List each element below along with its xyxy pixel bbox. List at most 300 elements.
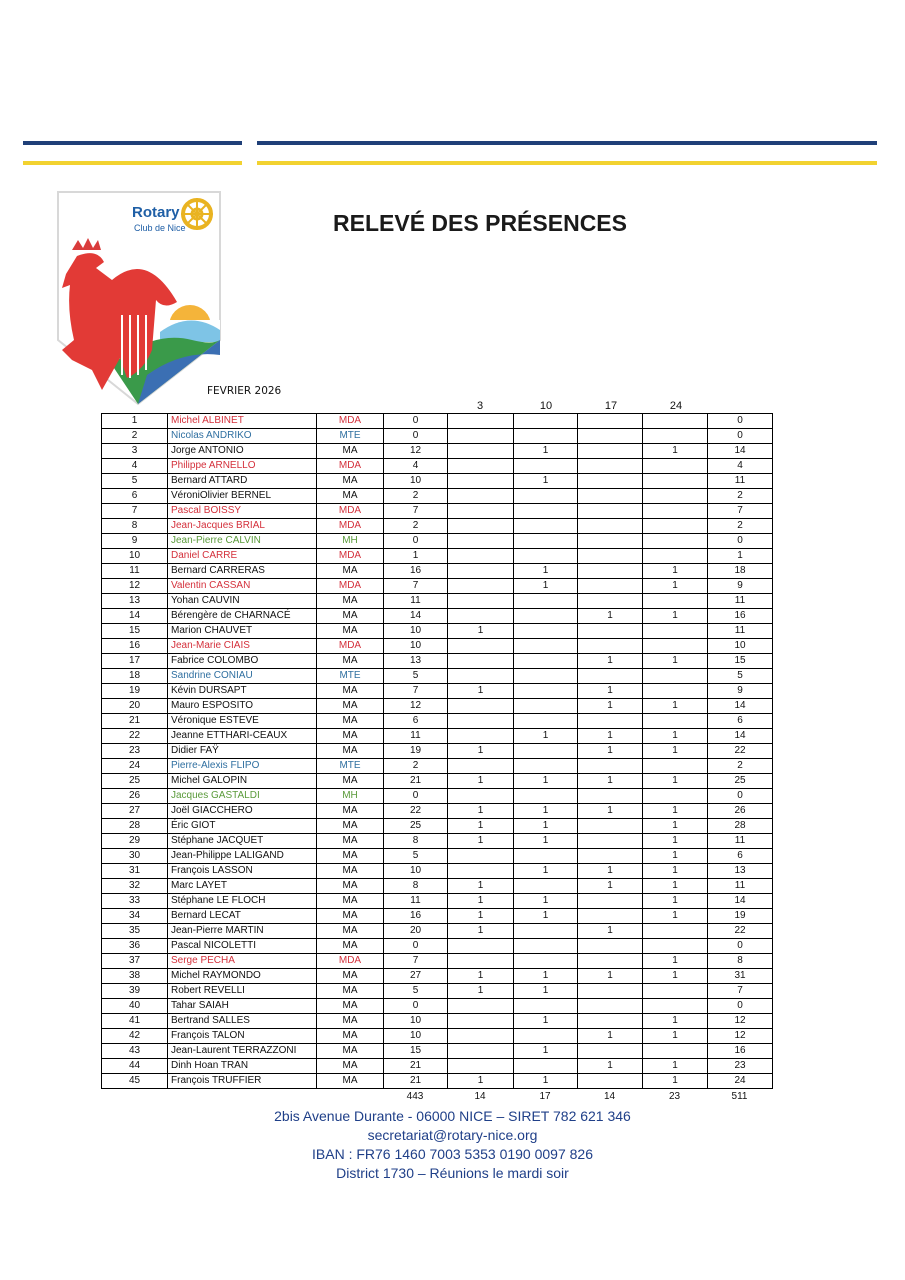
attendance-date-1 (448, 699, 514, 714)
member-category: MA (317, 684, 384, 699)
attendance-date-3 (578, 489, 643, 504)
attendance-date-1 (448, 609, 514, 624)
attendance-previous: 10 (384, 1029, 448, 1044)
attendance-date-2: 1 (514, 819, 578, 834)
total-date-3: 14 (603, 1091, 616, 1102)
attendance-previous: 22 (384, 804, 448, 819)
attendance-previous: 0 (384, 939, 448, 954)
attendance-previous: 14 (384, 609, 448, 624)
attendance-date-3 (578, 1074, 643, 1089)
attendance-previous: 27 (384, 969, 448, 984)
member-number: 27 (102, 804, 168, 819)
table-row (102, 849, 773, 864)
member-category: MA (317, 1014, 384, 1029)
table-row (102, 429, 773, 444)
attendance-date-3: 1 (578, 1029, 643, 1044)
attendance-date-2 (514, 504, 578, 519)
member-name: Serge PECHA (168, 954, 317, 969)
attendance-previous: 20 (384, 924, 448, 939)
table-row (102, 954, 773, 969)
member-name: Jean-Laurent TERRAZZONI (168, 1044, 317, 1059)
attendance-date-4: 1 (643, 444, 708, 459)
date-header-2: 10 (539, 400, 553, 412)
attendance-date-3 (578, 624, 643, 639)
member-category: MA (317, 924, 384, 939)
attendance-date-3 (578, 429, 643, 444)
attendance-date-1 (448, 564, 514, 579)
attendance-total: 16 (708, 609, 773, 624)
member-category: MDA (317, 504, 384, 519)
attendance-date-1 (448, 504, 514, 519)
attendance-date-2: 1 (514, 804, 578, 819)
attendance-total: 4 (708, 459, 773, 474)
attendance-date-2: 1 (514, 1014, 578, 1029)
member-category: MDA (317, 954, 384, 969)
member-number: 39 (102, 984, 168, 999)
attendance-date-1 (448, 954, 514, 969)
member-name: Marion CHAUVET (168, 624, 317, 639)
attendance-date-2: 1 (514, 909, 578, 924)
member-number: 25 (102, 774, 168, 789)
member-name: Bérengère de CHARNACÉ (168, 609, 317, 624)
attendance-date-2 (514, 939, 578, 954)
attendance-date-2 (514, 549, 578, 564)
member-name: Pierre-Alexis FLIPO (168, 759, 317, 774)
attendance-previous: 12 (384, 699, 448, 714)
attendance-date-3: 1 (578, 774, 643, 789)
attendance-previous: 21 (384, 1059, 448, 1074)
member-name: Michel ALBINET (168, 414, 317, 429)
attendance-date-1 (448, 1014, 514, 1029)
member-category: MH (317, 789, 384, 804)
attendance-date-3 (578, 1044, 643, 1059)
member-category: MA (317, 879, 384, 894)
attendance-date-2: 1 (514, 729, 578, 744)
member-number: 15 (102, 624, 168, 639)
attendance-date-2 (514, 954, 578, 969)
attendance-date-1 (448, 729, 514, 744)
attendance-date-2: 1 (514, 444, 578, 459)
member-number: 33 (102, 894, 168, 909)
attendance-date-2: 1 (514, 834, 578, 849)
attendance-date-1: 1 (448, 879, 514, 894)
table-row (102, 669, 773, 684)
attendance-date-4 (643, 414, 708, 429)
member-category: MA (317, 969, 384, 984)
table-row (102, 714, 773, 729)
member-number: 4 (102, 459, 168, 474)
member-category: MA (317, 774, 384, 789)
table-row (102, 414, 773, 429)
attendance-date-2: 1 (514, 1044, 578, 1059)
attendance-date-2 (514, 849, 578, 864)
attendance-date-4: 1 (643, 609, 708, 624)
attendance-total: 15 (708, 654, 773, 669)
attendance-date-1: 1 (448, 909, 514, 924)
attendance-date-2 (514, 714, 578, 729)
member-category: MA (317, 729, 384, 744)
member-name: Valentin CASSAN (168, 579, 317, 594)
attendance-date-4 (643, 669, 708, 684)
attendance-date-2 (514, 879, 578, 894)
attendance-date-4: 1 (643, 774, 708, 789)
member-name: Éric GIOT (168, 819, 317, 834)
attendance-previous: 5 (384, 984, 448, 999)
attendance-date-4: 1 (643, 699, 708, 714)
attendance-date-4: 1 (643, 564, 708, 579)
attendance-date-4 (643, 924, 708, 939)
attendance-date-2: 1 (514, 564, 578, 579)
table-row (102, 744, 773, 759)
attendance-date-4: 1 (643, 1074, 708, 1089)
attendance-date-3: 1 (578, 804, 643, 819)
table-row (102, 699, 773, 714)
member-category: MA (317, 984, 384, 999)
attendance-date-2 (514, 624, 578, 639)
table-row (102, 594, 773, 609)
table-row (102, 1044, 773, 1059)
attendance-total: 14 (708, 729, 773, 744)
table-row (102, 999, 773, 1014)
attendance-previous: 25 (384, 819, 448, 834)
member-name: Jean-Marie CIAIS (168, 639, 317, 654)
member-category: MA (317, 654, 384, 669)
member-number: 3 (102, 444, 168, 459)
attendance-date-3 (578, 939, 643, 954)
attendance-total: 14 (708, 699, 773, 714)
date-header-4: 24 (669, 400, 683, 412)
attendance-date-1: 1 (448, 894, 514, 909)
attendance-date-4: 1 (643, 849, 708, 864)
attendance-date-4 (643, 984, 708, 999)
member-name: Pascal BOISSY (168, 504, 317, 519)
member-number: 31 (102, 864, 168, 879)
attendance-total: 22 (708, 744, 773, 759)
attendance-total: 11 (708, 624, 773, 639)
table-row (102, 969, 773, 984)
attendance-date-1 (448, 759, 514, 774)
attendance-previous: 12 (384, 444, 448, 459)
attendance-previous: 7 (384, 504, 448, 519)
attendance-date-4 (643, 999, 708, 1014)
table-row (102, 579, 773, 594)
attendance-date-2: 1 (514, 969, 578, 984)
member-name: Joël GIACCHERO (168, 804, 317, 819)
attendance-previous: 21 (384, 774, 448, 789)
attendance-date-4: 1 (643, 819, 708, 834)
attendance-date-4: 1 (643, 1014, 708, 1029)
member-name: Jean-Pierre CALVIN (168, 534, 317, 549)
attendance-previous: 11 (384, 594, 448, 609)
attendance-date-4: 1 (643, 909, 708, 924)
attendance-date-3 (578, 414, 643, 429)
member-number: 29 (102, 834, 168, 849)
member-name: VéroniOlivier BERNEL (168, 489, 317, 504)
attendance-date-3 (578, 564, 643, 579)
attendance-date-4: 1 (643, 834, 708, 849)
member-name: Jeanne ETTHARI-CEAUX (168, 729, 317, 744)
member-category: MA (317, 909, 384, 924)
attendance-total: 1 (708, 549, 773, 564)
attendance-date-3 (578, 519, 643, 534)
footer-address: 2bis Avenue Durante - 06000 NICE – SIRET 782 621 346 (274, 1108, 631, 1124)
attendance-date-1 (448, 999, 514, 1014)
member-category: MA (317, 624, 384, 639)
attendance-previous: 0 (384, 534, 448, 549)
attendance-date-2 (514, 519, 578, 534)
month-label: FEVRIER 2026 (207, 385, 282, 397)
member-category: MA (317, 1029, 384, 1044)
attendance-date-4: 1 (643, 654, 708, 669)
total-date-2: 17 (539, 1091, 551, 1102)
attendance-total: 8 (708, 954, 773, 969)
member-number: 38 (102, 969, 168, 984)
attendance-date-1: 1 (448, 1074, 514, 1089)
attendance-date-2: 1 (514, 474, 578, 489)
member-number: 30 (102, 849, 168, 864)
member-name: Bernard LECAT (168, 909, 317, 924)
attendance-date-2 (514, 759, 578, 774)
attendance-previous: 2 (384, 519, 448, 534)
attendance-previous: 0 (384, 789, 448, 804)
table-row (102, 609, 773, 624)
attendance-previous: 5 (384, 669, 448, 684)
member-number: 42 (102, 1029, 168, 1044)
attendance-date-4 (643, 519, 708, 534)
attendance-date-1 (448, 939, 514, 954)
attendance-date-4 (643, 594, 708, 609)
attendance-previous: 19 (384, 744, 448, 759)
attendance-total: 2 (708, 759, 773, 774)
attendance-date-2 (514, 924, 578, 939)
attendance-total: 11 (708, 474, 773, 489)
attendance-date-3: 1 (578, 744, 643, 759)
attendance-date-3 (578, 789, 643, 804)
table-row (102, 1014, 773, 1029)
attendance-date-3 (578, 534, 643, 549)
table-row (102, 939, 773, 954)
member-number: 37 (102, 954, 168, 969)
member-number: 36 (102, 939, 168, 954)
member-number: 28 (102, 819, 168, 834)
attendance-date-1 (448, 534, 514, 549)
attendance-date-3 (578, 549, 643, 564)
attendance-total: 7 (708, 504, 773, 519)
attendance-date-1 (448, 444, 514, 459)
footer (0, 1107, 905, 1183)
attendance-date-1: 1 (448, 774, 514, 789)
attendance-total: 24 (708, 1074, 773, 1089)
member-number: 7 (102, 504, 168, 519)
member-number: 18 (102, 669, 168, 684)
attendance-date-4 (643, 504, 708, 519)
attendance-total: 16 (708, 1044, 773, 1059)
member-number: 34 (102, 909, 168, 924)
attendance-total: 0 (708, 534, 773, 549)
member-number: 20 (102, 699, 168, 714)
member-category: MA (317, 849, 384, 864)
table-row (102, 549, 773, 564)
attendance-date-4 (643, 549, 708, 564)
attendance-date-1: 1 (448, 984, 514, 999)
attendance-total: 19 (708, 909, 773, 924)
attendance-previous: 2 (384, 759, 448, 774)
table-row (102, 984, 773, 999)
member-category: MA (317, 744, 384, 759)
attendance-date-2: 1 (514, 579, 578, 594)
attendance-total: 2 (708, 519, 773, 534)
attendance-date-4: 1 (643, 744, 708, 759)
header-rule-yellow-right (257, 161, 877, 165)
attendance-total: 0 (708, 999, 773, 1014)
attendance-date-4: 1 (643, 864, 708, 879)
attendance-previous: 10 (384, 1014, 448, 1029)
member-name: François LASSON (168, 864, 317, 879)
attendance-date-1 (448, 414, 514, 429)
member-category: MA (317, 1044, 384, 1059)
attendance-previous: 10 (384, 864, 448, 879)
attendance-date-2 (514, 699, 578, 714)
table-row (102, 894, 773, 909)
attendance-date-2 (514, 429, 578, 444)
member-number: 26 (102, 789, 168, 804)
footer-email[interactable]: secretariat@rotary-nice.org (367, 1127, 538, 1143)
attendance-date-3 (578, 954, 643, 969)
attendance-total: 9 (708, 684, 773, 699)
member-number: 11 (102, 564, 168, 579)
attendance-total: 23 (708, 1059, 773, 1074)
attendance-date-3 (578, 504, 643, 519)
member-number: 10 (102, 549, 168, 564)
footer-district: District 1730 – Réunions le mardi soir (336, 1165, 569, 1181)
attendance-date-2 (514, 669, 578, 684)
attendance-date-4 (643, 759, 708, 774)
member-number: 5 (102, 474, 168, 489)
member-name: Yohan CAUVIN (168, 594, 317, 609)
date-header-1: 3 (476, 400, 484, 412)
attendance-date-3: 1 (578, 1059, 643, 1074)
attendance-previous: 5 (384, 849, 448, 864)
member-category: MA (317, 474, 384, 489)
attendance-date-2: 1 (514, 984, 578, 999)
attendance-total: 22 (708, 924, 773, 939)
attendance-date-4 (643, 684, 708, 699)
attendance-previous: 15 (384, 1044, 448, 1059)
attendance-date-3: 1 (578, 969, 643, 984)
attendance-date-1 (448, 549, 514, 564)
attendance-total: 12 (708, 1014, 773, 1029)
table-row (102, 819, 773, 834)
attendance-date-1 (448, 654, 514, 669)
attendance-date-4 (643, 489, 708, 504)
member-number: 35 (102, 924, 168, 939)
member-name: Dinh Hoan TRAN (168, 1059, 317, 1074)
member-number: 16 (102, 639, 168, 654)
attendance-previous: 0 (384, 414, 448, 429)
member-name: Marc LAYET (168, 879, 317, 894)
attendance-date-4 (643, 534, 708, 549)
member-name: Didier FAŸ (168, 744, 317, 759)
member-category: MA (317, 699, 384, 714)
attendance-previous: 8 (384, 834, 448, 849)
member-number: 24 (102, 759, 168, 774)
logo-name: Rotary (132, 204, 180, 221)
member-name: Michel RAYMONDO (168, 969, 317, 984)
attendance-total: 0 (708, 429, 773, 444)
attendance-date-4 (643, 714, 708, 729)
member-name: Michel GALOPIN (168, 774, 317, 789)
table-row (102, 639, 773, 654)
attendance-date-3: 1 (578, 609, 643, 624)
table-row (102, 759, 773, 774)
member-category: MA (317, 609, 384, 624)
attendance-date-3 (578, 444, 643, 459)
attendance-date-4: 1 (643, 579, 708, 594)
member-name: Pascal NICOLETTI (168, 939, 317, 954)
member-category: MH (317, 534, 384, 549)
member-name: Jean-Pierre MARTIN (168, 924, 317, 939)
member-number: 19 (102, 684, 168, 699)
attendance-total: 14 (708, 444, 773, 459)
attendance-date-3 (578, 984, 643, 999)
member-name: Jean-Philippe LALIGAND (168, 849, 317, 864)
attendance-total: 28 (708, 819, 773, 834)
member-number: 13 (102, 594, 168, 609)
attendance-total: 6 (708, 849, 773, 864)
attendance-date-2 (514, 594, 578, 609)
attendance-previous: 6 (384, 714, 448, 729)
attendance-total: 6 (708, 714, 773, 729)
attendance-previous: 16 (384, 909, 448, 924)
attendance-total: 26 (708, 804, 773, 819)
footer-iban: IBAN : FR76 1460 7003 5353 0190 0097 826 (312, 1146, 593, 1162)
member-number: 12 (102, 579, 168, 594)
attendance-date-3 (578, 594, 643, 609)
attendance-date-4: 1 (643, 1059, 708, 1074)
attendance-date-4: 1 (643, 804, 708, 819)
attendance-previous: 16 (384, 564, 448, 579)
attendance-date-3: 1 (578, 864, 643, 879)
attendance-date-2 (514, 654, 578, 669)
member-category: MA (317, 999, 384, 1014)
attendance-previous: 10 (384, 639, 448, 654)
attendance-date-4: 1 (643, 969, 708, 984)
member-category: MDA (317, 459, 384, 474)
table-row (102, 1074, 773, 1089)
member-category: MDA (317, 639, 384, 654)
attendance-date-2 (514, 1029, 578, 1044)
attendance-total: 0 (708, 939, 773, 954)
member-name: Tahar SAIAH (168, 999, 317, 1014)
member-number: 6 (102, 489, 168, 504)
member-name: Philippe ARNELLO (168, 459, 317, 474)
member-category: MA (317, 804, 384, 819)
member-name: François TRUFFIER (168, 1074, 317, 1089)
attendance-date-2: 1 (514, 774, 578, 789)
attendance-date-3 (578, 714, 643, 729)
table-row (102, 564, 773, 579)
rotary-club-logo (52, 190, 224, 408)
member-number: 43 (102, 1044, 168, 1059)
member-name: Sandrine CONIAU (168, 669, 317, 684)
total-grand: 511 (731, 1091, 748, 1102)
member-category: MA (317, 564, 384, 579)
attendance-date-2 (514, 999, 578, 1014)
date-header-3: 17 (604, 400, 618, 412)
attendance-date-3 (578, 834, 643, 849)
attendance-date-3 (578, 819, 643, 834)
attendance-date-4 (643, 639, 708, 654)
